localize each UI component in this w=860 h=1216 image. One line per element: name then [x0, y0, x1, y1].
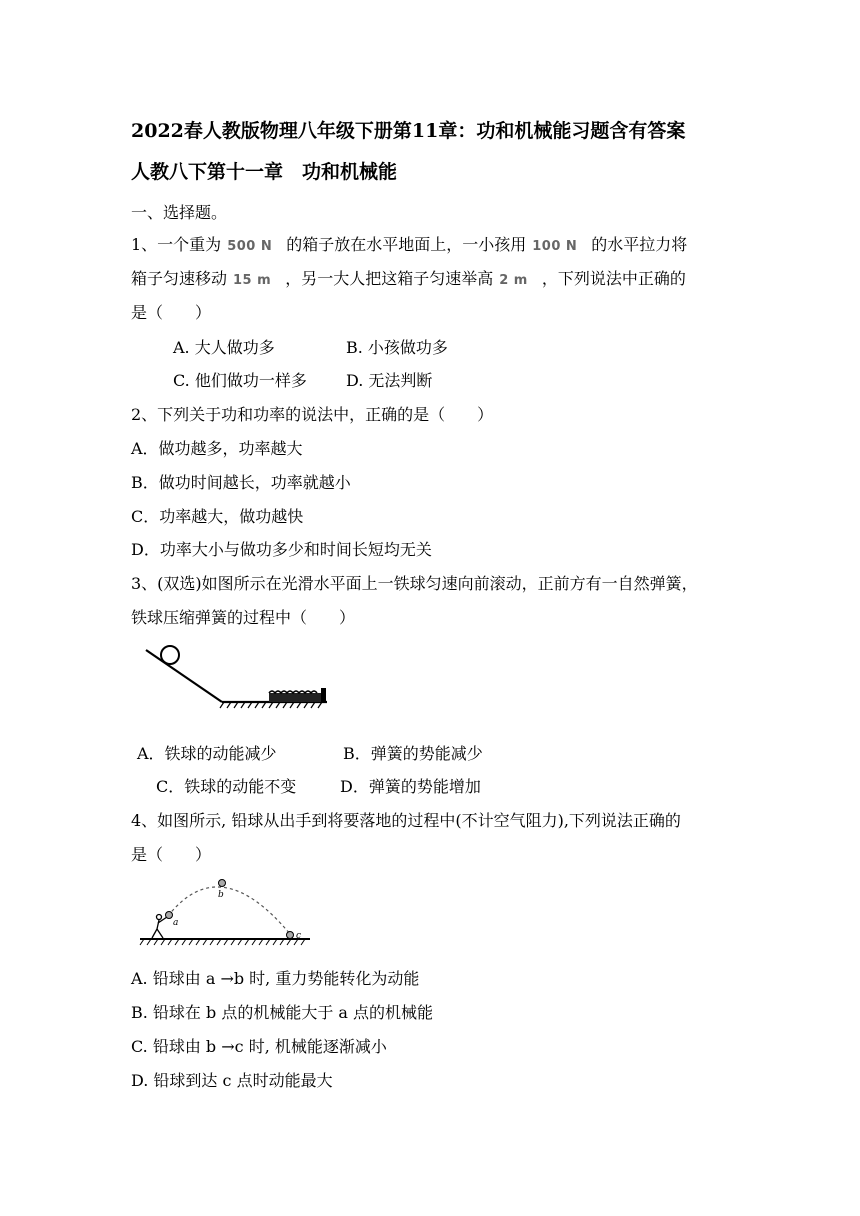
q2-option-c: C．功率越大，做功越快: [131, 507, 304, 526]
document-title: 2022春人教版物理八年级下册第11章：功和机械能习题含有答案: [131, 120, 686, 142]
q1-text: 的箱子放在水平地面上，一小孩用: [286, 235, 527, 254]
q1-line-2: [131, 269, 686, 291]
q1-weight-value: 500 N: [227, 239, 273, 254]
q3-stem-line-2: 铁球压缩弹簧的过程中（ ）: [131, 608, 356, 627]
spring: [269, 691, 321, 702]
label-b: b: [218, 890, 224, 900]
ball-point-a: [166, 912, 173, 919]
q3-option-b: B．弹簧的势能减少: [343, 744, 483, 763]
label-a: a: [173, 918, 179, 928]
q1-text: ，下列说法中正确的: [541, 269, 686, 288]
q1-text: 1、一个重为: [131, 235, 222, 254]
q1-text: ，另一大人把这箱子匀速举高: [285, 269, 494, 288]
ball-point-b: [219, 880, 226, 887]
q3-stem-line-1: 3、(双选)如图所示在光滑水平面上一铁球匀速向前滚动，正前方有一自然弹簧，: [131, 574, 698, 593]
q1-text: 箱子匀速移动: [131, 269, 228, 288]
q1-distance-value: 15 m: [233, 273, 272, 288]
q3-option-a: A．铁球的动能减少: [137, 744, 277, 763]
q4-stem-line-2: 是（ ）: [131, 845, 212, 864]
q4-option-d: D. 铅球到达 c 点时动能最大: [131, 1071, 333, 1090]
q1-height-value: 2 m: [499, 273, 528, 288]
thrower-figure: [152, 915, 167, 939]
q1-line-3: 是（ ）: [131, 303, 212, 322]
q1-option-a: A. 大人做功多: [173, 338, 275, 357]
q4-option-a: A. 铅球由 a →b 时, 重力势能转化为动能: [131, 969, 420, 988]
q4-option-b: B. 铅球在 b 点的机械能大于 a 点的机械能: [131, 1003, 434, 1022]
trajectory: [168, 887, 290, 934]
spring-wall: [321, 688, 326, 702]
label-c: c: [296, 931, 302, 941]
q4-shot-put-figure: [138, 872, 313, 952]
ground: [140, 939, 310, 945]
q4-stem-line-1: 4、如图所示, 铅球从出手到将要落地的过程中(不计空气阻力),下列说法正确的: [131, 811, 681, 830]
chapter-title: 人教八下第十一章 功和机械能: [131, 161, 398, 183]
q3-option-c: C．铁球的动能不变: [156, 777, 297, 796]
q4-option-c: C. 铅球由 b →c 时, 机械能逐渐减小: [131, 1037, 387, 1056]
q2-stem: 2、下列关于功和功率的说法中，正确的是（ ）: [131, 405, 494, 424]
ball-point-c: [287, 932, 294, 939]
q3-ramp-spring-figure: [142, 644, 332, 714]
q2-option-d: D．功率大小与做功多少和时间长短均无关: [131, 540, 432, 559]
q1-option-b: B. 小孩做功多: [346, 338, 448, 357]
q1-option-c: C. 他们做功一样多: [173, 371, 307, 390]
q2-option-b: B．做功时间越长，功率就越小: [131, 473, 351, 492]
iron-ball: [161, 646, 179, 664]
section-heading: 一、选择题。: [131, 203, 228, 222]
q1-force-value: 100 N: [532, 239, 578, 254]
q1-text: 的水平拉力将: [591, 235, 688, 254]
q3-option-d: D．弹簧的势能增加: [340, 777, 481, 796]
q2-option-a: A．做功越多，功率越大: [131, 439, 303, 458]
q1-line-1: [131, 235, 687, 257]
q1-option-d: D. 无法判断: [346, 371, 433, 390]
